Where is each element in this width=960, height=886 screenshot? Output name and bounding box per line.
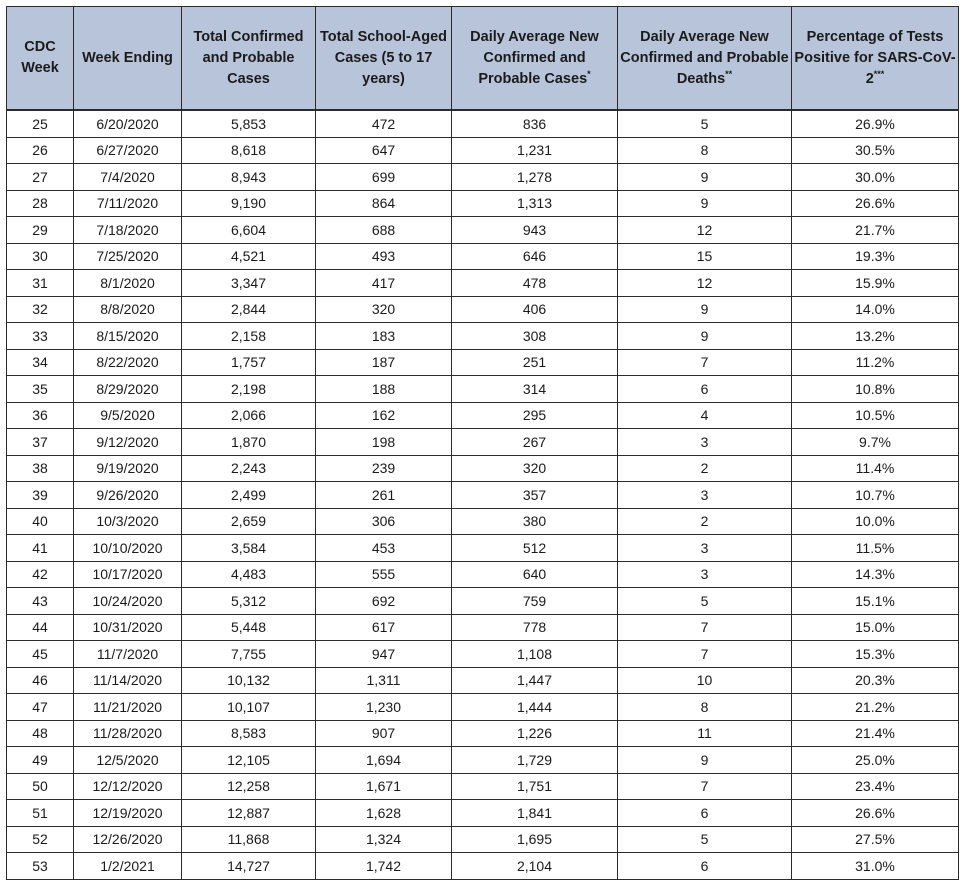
total-cases-cell: 4,521 [182, 243, 316, 270]
cdc-week-cell: 43 [7, 588, 74, 615]
daily-avg-cases-cell: 1,313 [452, 190, 618, 217]
daily-avg-cases-cell: 646 [452, 243, 618, 270]
daily-avg-cases-cell: 478 [452, 270, 618, 297]
daily-avg-deaths-cell: 4 [618, 402, 792, 429]
daily-avg-deaths-cell: 9 [618, 190, 792, 217]
week-ending-cell: 8/22/2020 [74, 349, 182, 376]
total-cases-cell: 2,198 [182, 376, 316, 403]
total-cases-cell: 8,583 [182, 720, 316, 747]
table-row [7, 402, 959, 429]
cdc-week-cell: 48 [7, 720, 74, 747]
table-row [7, 641, 959, 668]
daily-avg-deaths-cell: 8 [618, 694, 792, 721]
header-label: Total Confirmed and Probable Cases [193, 28, 304, 87]
percent-positive-cell: 23.4% [792, 773, 959, 800]
daily-avg-cases-cell: 406 [452, 296, 618, 323]
week-ending-cell: 8/1/2020 [74, 270, 182, 297]
percent-positive-cell: 30.0% [792, 164, 959, 191]
cdc-week-cell: 29 [7, 217, 74, 244]
daily-avg-deaths-cell: 6 [618, 800, 792, 827]
week-ending-cell: 12/26/2020 [74, 826, 182, 853]
school-aged-cases-cell: 472 [316, 110, 452, 137]
header-daily-avg-cases [452, 7, 618, 111]
cdc-week-cell: 51 [7, 800, 74, 827]
total-cases-cell: 9,190 [182, 190, 316, 217]
cdc-week-cell: 28 [7, 190, 74, 217]
cdc-week-cell: 46 [7, 667, 74, 694]
total-cases-cell: 10,107 [182, 694, 316, 721]
daily-avg-cases-cell: 778 [452, 614, 618, 641]
school-aged-cases-cell: 306 [316, 508, 452, 535]
daily-avg-cases-cell: 1,447 [452, 667, 618, 694]
daily-avg-cases-cell: 308 [452, 323, 618, 350]
daily-avg-cases-cell: 759 [452, 588, 618, 615]
table-row [7, 773, 959, 800]
daily-avg-deaths-cell: 5 [618, 588, 792, 615]
header-daily-avg-deaths [618, 7, 792, 111]
cdc-week-cell: 37 [7, 429, 74, 456]
cdc-week-cell: 44 [7, 614, 74, 641]
daily-avg-cases-cell: 1,278 [452, 164, 618, 191]
week-ending-cell: 11/7/2020 [74, 641, 182, 668]
header-label: Total School-Aged Cases (5 to 17 years) [319, 28, 447, 87]
daily-avg-cases-cell: 2,104 [452, 853, 618, 880]
table-row [7, 508, 959, 535]
school-aged-cases-cell: 692 [316, 588, 452, 615]
daily-avg-cases-cell: 1,444 [452, 694, 618, 721]
percent-positive-cell: 21.2% [792, 694, 959, 721]
week-ending-cell: 10/17/2020 [74, 561, 182, 588]
table-row [7, 535, 959, 562]
percent-positive-cell: 10.0% [792, 508, 959, 535]
daily-avg-cases-cell: 295 [452, 402, 618, 429]
header-percent-positive [792, 7, 959, 111]
cdc-week-cell: 49 [7, 747, 74, 774]
week-ending-cell: 8/29/2020 [74, 376, 182, 403]
week-ending-cell: 7/11/2020 [74, 190, 182, 217]
total-cases-cell: 2,499 [182, 482, 316, 509]
percent-positive-cell: 21.4% [792, 720, 959, 747]
table-row [7, 270, 959, 297]
cdc-week-cell: 36 [7, 402, 74, 429]
percent-positive-cell: 11.5% [792, 535, 959, 562]
school-aged-cases-cell: 188 [316, 376, 452, 403]
header-row [7, 7, 959, 111]
table-row [7, 667, 959, 694]
percent-positive-cell: 20.3% [792, 667, 959, 694]
school-aged-cases-cell: 1,671 [316, 773, 452, 800]
cdc-week-cell: 42 [7, 561, 74, 588]
total-cases-cell: 3,347 [182, 270, 316, 297]
week-ending-cell: 11/28/2020 [74, 720, 182, 747]
percent-positive-cell: 27.5% [792, 826, 959, 853]
total-cases-cell: 1,757 [182, 349, 316, 376]
percent-positive-cell: 13.2% [792, 323, 959, 350]
table-row [7, 614, 959, 641]
daily-avg-deaths-cell: 12 [618, 217, 792, 244]
table-row [7, 349, 959, 376]
table-body [7, 110, 959, 879]
percent-positive-cell: 10.7% [792, 482, 959, 509]
daily-avg-deaths-cell: 7 [618, 349, 792, 376]
percent-positive-cell: 26.6% [792, 800, 959, 827]
school-aged-cases-cell: 688 [316, 217, 452, 244]
footnote-marker: * [587, 68, 591, 79]
cdc-week-cell: 47 [7, 694, 74, 721]
percent-positive-cell: 10.5% [792, 402, 959, 429]
cdc-week-cell: 40 [7, 508, 74, 535]
school-aged-cases-cell: 647 [316, 137, 452, 164]
table-row [7, 853, 959, 880]
percent-positive-cell: 31.0% [792, 853, 959, 880]
week-ending-cell: 10/31/2020 [74, 614, 182, 641]
percent-positive-cell: 15.0% [792, 614, 959, 641]
school-aged-cases-cell: 261 [316, 482, 452, 509]
week-ending-cell: 11/14/2020 [74, 667, 182, 694]
total-cases-cell: 2,158 [182, 323, 316, 350]
daily-avg-cases-cell: 1,226 [452, 720, 618, 747]
school-aged-cases-cell: 1,311 [316, 667, 452, 694]
table-row [7, 694, 959, 721]
daily-avg-deaths-cell: 9 [618, 296, 792, 323]
total-cases-cell: 14,727 [182, 853, 316, 880]
week-ending-cell: 10/10/2020 [74, 535, 182, 562]
percent-positive-cell: 21.7% [792, 217, 959, 244]
week-ending-cell: 12/12/2020 [74, 773, 182, 800]
cdc-week-cell: 32 [7, 296, 74, 323]
week-ending-cell: 6/27/2020 [74, 137, 182, 164]
total-cases-cell: 2,659 [182, 508, 316, 535]
percent-positive-cell: 26.9% [792, 110, 959, 137]
school-aged-cases-cell: 1,628 [316, 800, 452, 827]
daily-avg-deaths-cell: 7 [618, 773, 792, 800]
table-row [7, 720, 959, 747]
school-aged-cases-cell: 417 [316, 270, 452, 297]
school-aged-cases-cell: 864 [316, 190, 452, 217]
daily-avg-deaths-cell: 6 [618, 853, 792, 880]
week-ending-cell: 9/12/2020 [74, 429, 182, 456]
percent-positive-cell: 11.4% [792, 455, 959, 482]
cdc-week-cell: 53 [7, 853, 74, 880]
total-cases-cell: 6,604 [182, 217, 316, 244]
daily-avg-deaths-cell: 5 [618, 110, 792, 137]
total-cases-cell: 2,243 [182, 455, 316, 482]
cdc-week-cell: 27 [7, 164, 74, 191]
percent-positive-cell: 10.8% [792, 376, 959, 403]
cdc-week-cell: 33 [7, 323, 74, 350]
percent-positive-cell: 30.5% [792, 137, 959, 164]
daily-avg-cases-cell: 1,695 [452, 826, 618, 853]
school-aged-cases-cell: 187 [316, 349, 452, 376]
total-cases-cell: 11,868 [182, 826, 316, 853]
school-aged-cases-cell: 1,742 [316, 853, 452, 880]
daily-avg-cases-cell: 251 [452, 349, 618, 376]
total-cases-cell: 5,853 [182, 110, 316, 137]
percent-positive-cell: 26.6% [792, 190, 959, 217]
table-row [7, 376, 959, 403]
cdc-week-cell: 41 [7, 535, 74, 562]
week-ending-cell: 6/20/2020 [74, 110, 182, 137]
total-cases-cell: 2,844 [182, 296, 316, 323]
header-label: Daily Average New Confirmed and Probable Cases [470, 28, 599, 87]
total-cases-cell: 8,618 [182, 137, 316, 164]
cdc-week-cell: 30 [7, 243, 74, 270]
daily-avg-deaths-cell: 12 [618, 270, 792, 297]
daily-avg-deaths-cell: 3 [618, 429, 792, 456]
week-ending-cell: 9/26/2020 [74, 482, 182, 509]
week-ending-cell: 10/3/2020 [74, 508, 182, 535]
table-row [7, 110, 959, 137]
daily-avg-deaths-cell: 2 [618, 455, 792, 482]
daily-avg-cases-cell: 267 [452, 429, 618, 456]
cdc-week-cell: 39 [7, 482, 74, 509]
percent-positive-cell: 15.3% [792, 641, 959, 668]
percent-positive-cell: 14.0% [792, 296, 959, 323]
table-row [7, 429, 959, 456]
table-row [7, 826, 959, 853]
daily-avg-cases-cell: 1,751 [452, 773, 618, 800]
week-ending-cell: 9/19/2020 [74, 455, 182, 482]
school-aged-cases-cell: 198 [316, 429, 452, 456]
week-ending-cell: 8/8/2020 [74, 296, 182, 323]
table-row [7, 137, 959, 164]
cdc-week-cell: 25 [7, 110, 74, 137]
daily-avg-cases-cell: 1,231 [452, 137, 618, 164]
total-cases-cell: 12,887 [182, 800, 316, 827]
total-cases-cell: 12,258 [182, 773, 316, 800]
week-ending-cell: 11/21/2020 [74, 694, 182, 721]
cdc-week-cell: 50 [7, 773, 74, 800]
header-label: Percentage of Tests Positive for SARS-CoV-2 [794, 28, 956, 87]
daily-avg-cases-cell: 640 [452, 561, 618, 588]
total-cases-cell: 3,584 [182, 535, 316, 562]
week-ending-cell: 7/4/2020 [74, 164, 182, 191]
daily-avg-cases-cell: 943 [452, 217, 618, 244]
daily-avg-deaths-cell: 15 [618, 243, 792, 270]
percent-positive-cell: 11.2% [792, 349, 959, 376]
daily-avg-deaths-cell: 3 [618, 482, 792, 509]
table-row [7, 588, 959, 615]
table-row [7, 747, 959, 774]
header-label: CDC Week [21, 39, 59, 76]
header-label: Daily Average New Confirmed and Probable Deaths [620, 28, 789, 87]
week-ending-cell: 12/19/2020 [74, 800, 182, 827]
school-aged-cases-cell: 1,694 [316, 747, 452, 774]
percent-positive-cell: 9.7% [792, 429, 959, 456]
daily-avg-deaths-cell: 7 [618, 641, 792, 668]
week-ending-cell: 12/5/2020 [74, 747, 182, 774]
daily-avg-deaths-cell: 3 [618, 535, 792, 562]
total-cases-cell: 10,132 [182, 667, 316, 694]
week-ending-cell: 7/25/2020 [74, 243, 182, 270]
daily-avg-cases-cell: 380 [452, 508, 618, 535]
total-cases-cell: 2,066 [182, 402, 316, 429]
footnote-marker: ** [725, 68, 733, 79]
school-aged-cases-cell: 239 [316, 455, 452, 482]
total-cases-cell: 8,943 [182, 164, 316, 191]
week-ending-cell: 7/18/2020 [74, 217, 182, 244]
school-aged-cases-cell: 453 [316, 535, 452, 562]
daily-avg-cases-cell: 512 [452, 535, 618, 562]
daily-avg-deaths-cell: 11 [618, 720, 792, 747]
table-row [7, 323, 959, 350]
daily-avg-cases-cell: 1,108 [452, 641, 618, 668]
header-cdc-week [7, 7, 74, 111]
table-row [7, 190, 959, 217]
percent-positive-cell: 25.0% [792, 747, 959, 774]
school-aged-cases-cell: 493 [316, 243, 452, 270]
table-row [7, 482, 959, 509]
table-row [7, 561, 959, 588]
daily-avg-deaths-cell: 7 [618, 614, 792, 641]
daily-avg-deaths-cell: 6 [618, 376, 792, 403]
header-week-ending [74, 7, 182, 111]
daily-avg-cases-cell: 1,841 [452, 800, 618, 827]
table-row [7, 296, 959, 323]
daily-avg-deaths-cell: 9 [618, 164, 792, 191]
school-aged-cases-cell: 1,324 [316, 826, 452, 853]
daily-avg-cases-cell: 836 [452, 110, 618, 137]
daily-avg-cases-cell: 320 [452, 455, 618, 482]
total-cases-cell: 4,483 [182, 561, 316, 588]
table-row [7, 164, 959, 191]
school-aged-cases-cell: 320 [316, 296, 452, 323]
table-row [7, 455, 959, 482]
percent-positive-cell: 15.9% [792, 270, 959, 297]
header-label: Week Ending [82, 49, 173, 66]
cdc-week-cell: 26 [7, 137, 74, 164]
total-cases-cell: 5,448 [182, 614, 316, 641]
daily-avg-deaths-cell: 5 [618, 826, 792, 853]
table-row [7, 243, 959, 270]
cdc-week-cell: 34 [7, 349, 74, 376]
footnote-marker: *** [873, 68, 885, 79]
school-aged-cases-cell: 555 [316, 561, 452, 588]
table-header [7, 7, 959, 111]
header-school-aged-cases [316, 7, 452, 111]
daily-avg-cases-cell: 357 [452, 482, 618, 509]
daily-avg-cases-cell: 314 [452, 376, 618, 403]
school-aged-cases-cell: 617 [316, 614, 452, 641]
daily-avg-deaths-cell: 9 [618, 323, 792, 350]
week-ending-cell: 9/5/2020 [74, 402, 182, 429]
header-total-cases [182, 7, 316, 111]
week-ending-cell: 10/24/2020 [74, 588, 182, 615]
cdc-week-cell: 35 [7, 376, 74, 403]
percent-positive-cell: 14.3% [792, 561, 959, 588]
week-ending-cell: 1/2/2021 [74, 853, 182, 880]
table-row [7, 800, 959, 827]
total-cases-cell: 1,870 [182, 429, 316, 456]
covid-weekly-data-table [6, 6, 959, 880]
cdc-week-cell: 45 [7, 641, 74, 668]
school-aged-cases-cell: 907 [316, 720, 452, 747]
school-aged-cases-cell: 183 [316, 323, 452, 350]
daily-avg-deaths-cell: 8 [618, 137, 792, 164]
school-aged-cases-cell: 947 [316, 641, 452, 668]
total-cases-cell: 7,755 [182, 641, 316, 668]
percent-positive-cell: 15.1% [792, 588, 959, 615]
school-aged-cases-cell: 1,230 [316, 694, 452, 721]
table-row [7, 217, 959, 244]
school-aged-cases-cell: 699 [316, 164, 452, 191]
total-cases-cell: 5,312 [182, 588, 316, 615]
daily-avg-deaths-cell: 10 [618, 667, 792, 694]
total-cases-cell: 12,105 [182, 747, 316, 774]
daily-avg-cases-cell: 1,729 [452, 747, 618, 774]
cdc-week-cell: 31 [7, 270, 74, 297]
daily-avg-deaths-cell: 9 [618, 747, 792, 774]
cdc-week-cell: 38 [7, 455, 74, 482]
daily-avg-deaths-cell: 3 [618, 561, 792, 588]
week-ending-cell: 8/15/2020 [74, 323, 182, 350]
school-aged-cases-cell: 162 [316, 402, 452, 429]
daily-avg-deaths-cell: 2 [618, 508, 792, 535]
cdc-week-cell: 52 [7, 826, 74, 853]
percent-positive-cell: 19.3% [792, 243, 959, 270]
